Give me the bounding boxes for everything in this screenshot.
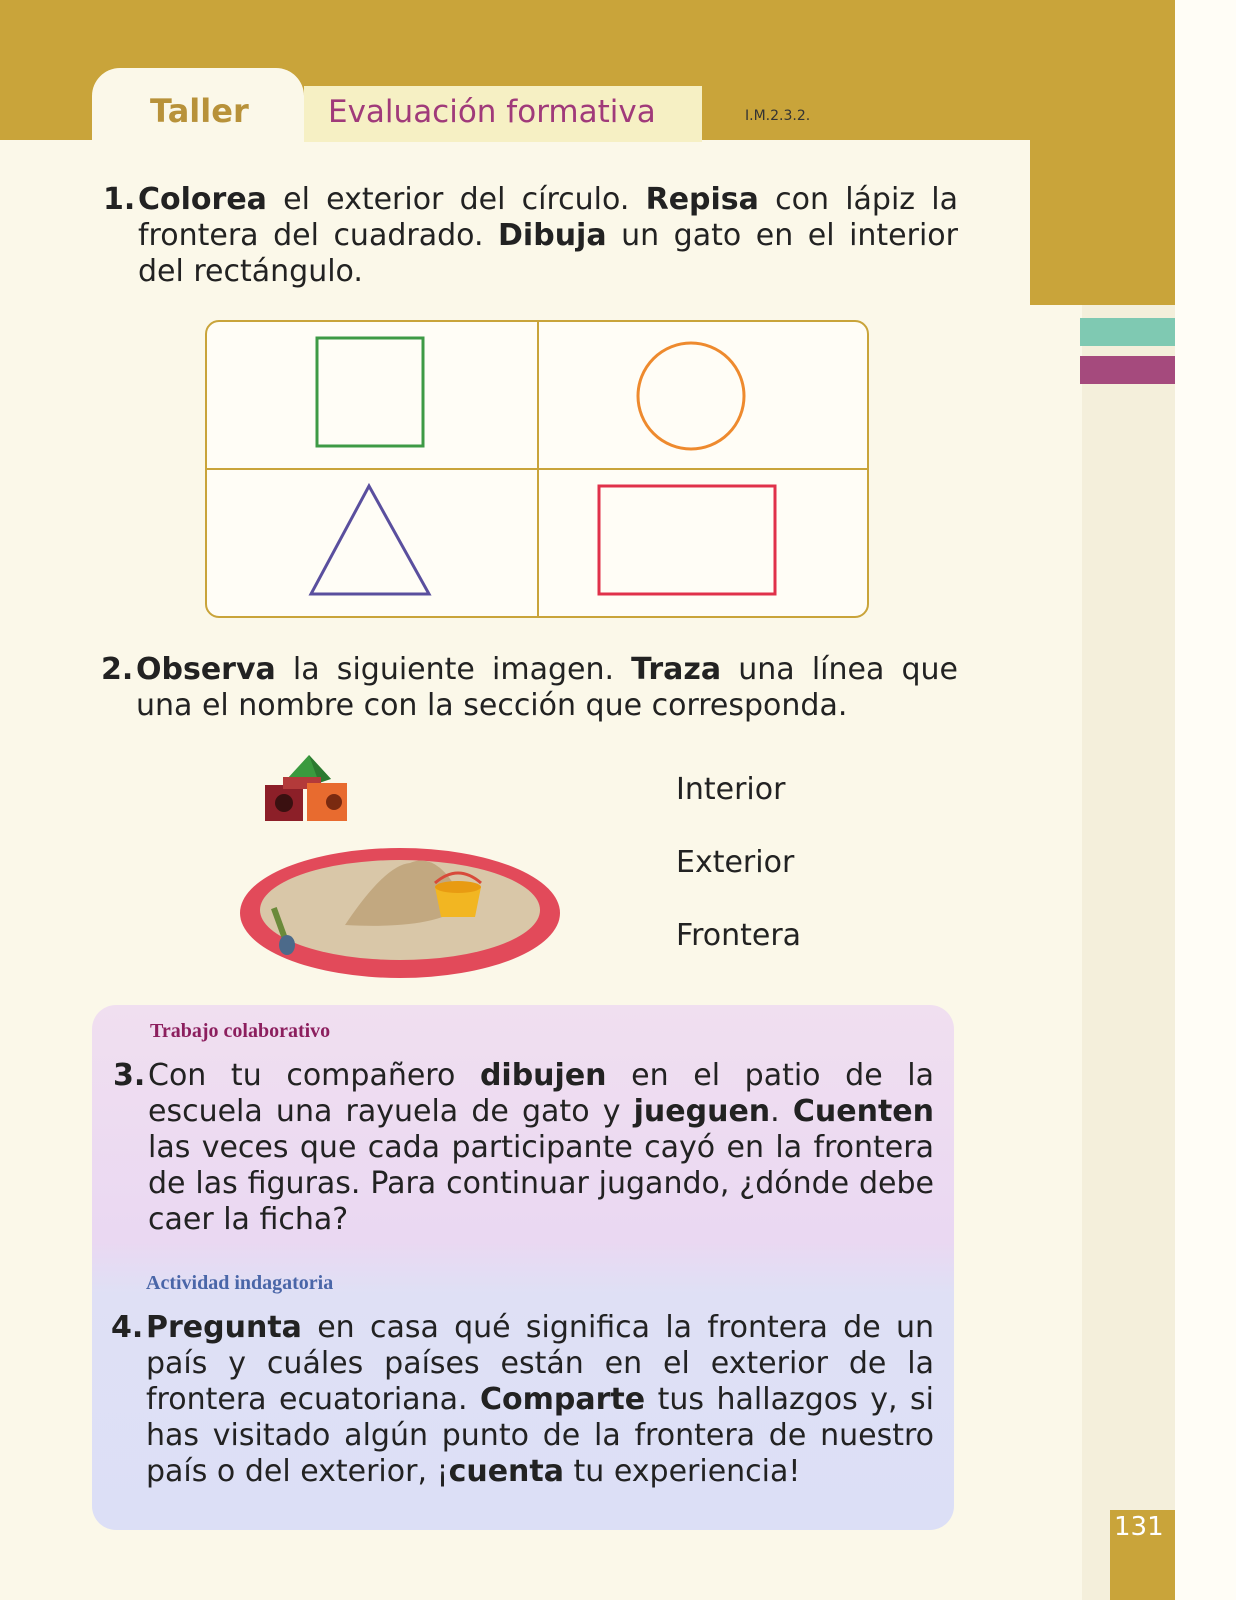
- red-rectangle: [599, 486, 775, 594]
- verb-cuenta: cuenta: [448, 1454, 564, 1489]
- question-2-number: 2.: [101, 652, 134, 687]
- label-exterior: Exterior: [676, 845, 795, 880]
- sandbox-illustration: [235, 755, 565, 990]
- question-4-number: 4.: [111, 1310, 144, 1345]
- verb-traza: Traza: [631, 652, 722, 687]
- label-frontera: Frontera: [676, 918, 802, 953]
- verb-cuenten: Cuenten: [792, 1094, 934, 1129]
- green-square: [317, 338, 423, 446]
- tab-evaluacion-label: Evaluación formativa: [328, 94, 656, 130]
- purple-stripe: [1080, 356, 1175, 384]
- verb-repisa: Repisa: [645, 182, 759, 217]
- tag-trabajo-colaborativo: Trabajo colaborativo: [150, 1020, 331, 1042]
- verb-dibujen: dibujen: [479, 1058, 607, 1093]
- q2-text-2: una línea que una el nombre con la sección que corresponda.: [136, 652, 959, 723]
- q4-text-3: tu experiencia!: [564, 1454, 801, 1489]
- question-3-number: 3.: [113, 1058, 146, 1093]
- q1-text-3: un gato en el interior del rectángulo.: [138, 218, 958, 289]
- purple-triangle: [311, 486, 429, 594]
- question-1: [103, 182, 958, 290]
- q4-text-1: en casa qué significa la frontera de un país y cuáles países están en el exterior de la frontera ecuatoriana.: [146, 1310, 934, 1417]
- verb-jueguen: jueguen: [633, 1094, 771, 1129]
- tab-taller: [92, 68, 304, 146]
- q1-text-2: con lápiz la frontera del cuadrado.: [138, 182, 958, 253]
- teal-stripe: [1080, 318, 1175, 346]
- tab-taller-label: Taller: [150, 92, 249, 130]
- toy-blocks: [265, 755, 347, 821]
- page-number: 131: [1114, 1512, 1164, 1542]
- question-3: [113, 1058, 934, 1238]
- question-2: [101, 652, 959, 724]
- page-edge: [1175, 0, 1236, 1600]
- question-4: [111, 1310, 934, 1490]
- q3-text-0: Con tu compañero: [148, 1058, 480, 1093]
- q3-text-1: en el patio de la escuela una rayuela de gato y: [148, 1058, 934, 1129]
- q3-text-3: las veces que cada participante cayó en la frontera de las figuras. Para continuar jugando, ¿dónde debe caer la ficha?: [148, 1130, 934, 1237]
- skill-code: I.M.2.3.2.: [745, 108, 811, 124]
- verb-colorea: Colorea: [138, 182, 267, 217]
- shapes-grid: [205, 320, 869, 618]
- verb-pregunta: Pregunta: [146, 1310, 302, 1345]
- verb-dibuja: Dibuja: [498, 218, 607, 253]
- verb-comparte: Comparte: [480, 1382, 646, 1417]
- q4-text-2: tus hallazgos y, si has visitado algún punto de la frontera de nuestro país o del exterior, ¡: [146, 1382, 934, 1489]
- next-page-edge: [1082, 305, 1175, 1600]
- q1-text-1: el exterior del círculo.: [266, 182, 646, 217]
- verb-observa: Observa: [136, 652, 276, 687]
- side-band: [1030, 140, 1175, 305]
- page-number-box: [1110, 1510, 1175, 1600]
- tag-actividad-indagatoria: Actividad indagatoria: [146, 1272, 334, 1294]
- label-interior: Interior: [676, 772, 786, 807]
- tab-evaluacion: [304, 86, 702, 142]
- orange-circle: [638, 343, 744, 449]
- shapes-svg: [207, 322, 867, 616]
- q3-text-2: .: [770, 1094, 793, 1129]
- question-1-number: 1.: [103, 182, 136, 217]
- q2-text-1: la siguiente imagen.: [275, 652, 632, 687]
